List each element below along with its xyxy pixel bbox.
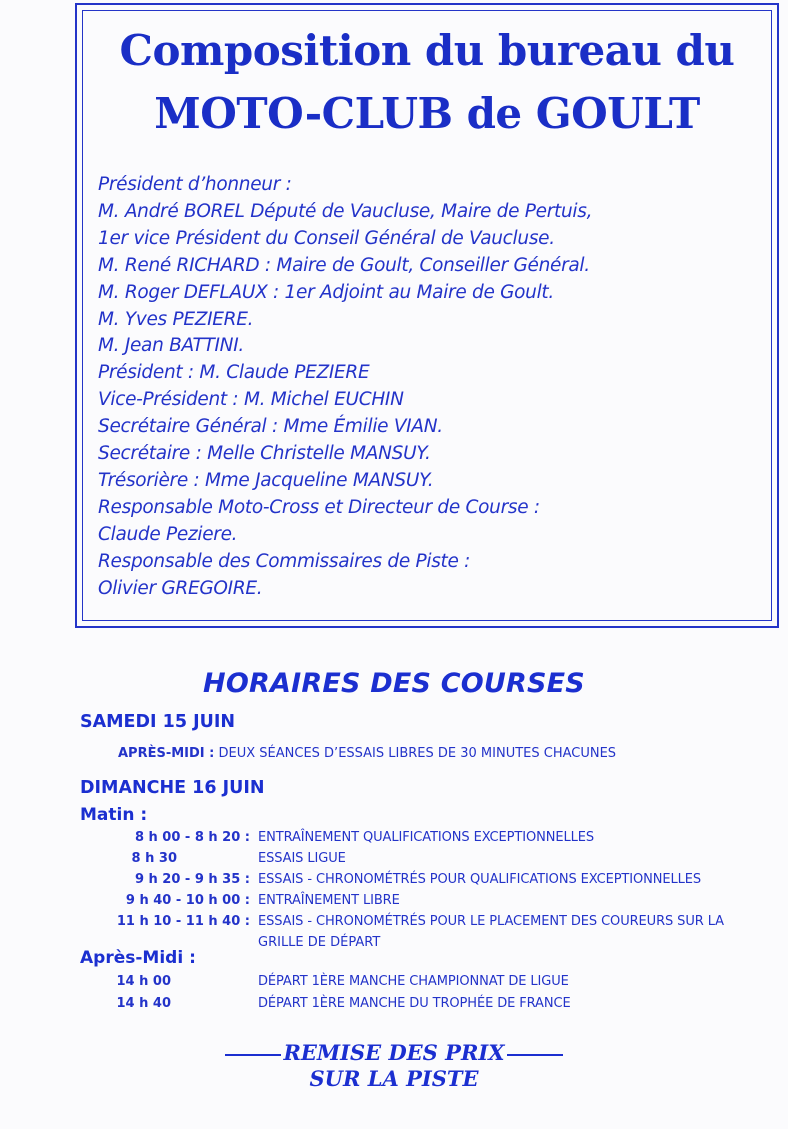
afternoon-heading: Après-Midi :	[80, 948, 196, 968]
schedule-time: 8 h 00 - 8 h 20 :	[134, 830, 250, 845]
rule-right	[507, 1054, 563, 1056]
member-line: Président : M. Claude PEZIERE	[98, 362, 370, 384]
member-line: 1er vice Président du Conseil Général de Vaucluse.	[98, 227, 555, 249]
member-line: M. Jean BATTINI.	[98, 335, 244, 357]
morning-heading: Matin :	[80, 805, 148, 825]
member-line: Trésorière : Mme Jacqueline MANSUY.	[98, 469, 434, 491]
sunday-heading: DIMANCHE 16 JUIN	[80, 778, 265, 798]
member-line: Président d’honneur :	[98, 174, 292, 195]
saturday-description: DEUX SÉANCES D’ESSAIS LIBRES DE 30 MINUTES CHACUNES	[218, 746, 617, 761]
committee-title-line1: Composition du bureau du	[119, 26, 735, 75]
member-line: Secrétaire : Melle Christelle MANSUY.	[98, 443, 431, 465]
saturday-afternoon-line	[118, 746, 616, 761]
member-line: M. Yves PEZIERE.	[98, 308, 254, 330]
member-line: M. André BOREL Député de Vaucluse, Maire de Pertuis,	[98, 200, 593, 222]
saturday-period-label: APRÈS-MIDI :	[118, 746, 215, 761]
committee-members-list	[98, 172, 768, 603]
member-line: Responsable des Commissaires de Piste :	[98, 550, 471, 572]
member-line: Vice-Président : M. Michel EUCHIN	[98, 389, 404, 411]
member-line: M. René RICHARD : Maire de Goult, Conseiller Général.	[98, 254, 590, 276]
schedule-description: ENTRAÎNEMENT LIBRE	[258, 893, 400, 908]
schedule-time: 9 h 20 - 9 h 35 :	[134, 872, 250, 887]
member-line: M. Roger DEFLAUX : 1er Adjoint au Maire de Goult.	[98, 281, 554, 303]
schedule-time: 14 h 00	[116, 974, 171, 989]
prize-line-1	[0, 1042, 788, 1063]
prize-line-2: SUR LA PISTE	[309, 1066, 479, 1091]
schedule-description: DÉPART 1ÈRE MANCHE CHAMPIONNAT DE LIGUE	[258, 974, 569, 989]
schedule-description: DÉPART 1ÈRE MANCHE DU TROPHÉE DE FRANCE	[258, 996, 571, 1011]
committee-title-line2: MOTO-CLUB de GOULT	[154, 89, 700, 138]
schedule-description: ENTRAÎNEMENT QUALIFICATIONS EXCEPTIONNELLES	[258, 830, 595, 845]
schedule-description: ESSAIS - CHRONOMÉTRÉS POUR LE PLACEMENT DES COUREURS SUR LA	[258, 914, 724, 929]
schedule-title: HORAIRES DES COURSES	[203, 668, 585, 699]
schedule-time: 8 h 30	[131, 851, 177, 866]
member-line: Claude Peziere.	[98, 523, 238, 545]
saturday-heading: SAMEDI 15 JUIN	[80, 712, 235, 732]
member-line: Responsable Moto-Cross et Directeur de Course :	[98, 496, 540, 518]
schedule-description: ESSAIS - CHRONOMÉTRÉS POUR QUALIFICATIONS EXCEPTIONNELLES	[258, 872, 702, 887]
schedule-description-cont: GRILLE DE DÉPART	[258, 935, 381, 950]
member-line: Olivier GREGOIRE.	[98, 577, 263, 599]
schedule-time: 11 h 10 - 11 h 40 :	[116, 914, 250, 929]
prize-text-1: REMISE DES PRIX	[283, 1040, 505, 1065]
rule-left	[225, 1054, 281, 1056]
schedule-time: 14 h 40	[116, 996, 171, 1011]
member-line: Secrétaire Général : Mme Émilie VIAN.	[98, 416, 443, 438]
schedule-description: ESSAIS LIGUE	[258, 851, 346, 866]
schedule-time: 9 h 40 - 10 h 00 :	[125, 893, 250, 908]
